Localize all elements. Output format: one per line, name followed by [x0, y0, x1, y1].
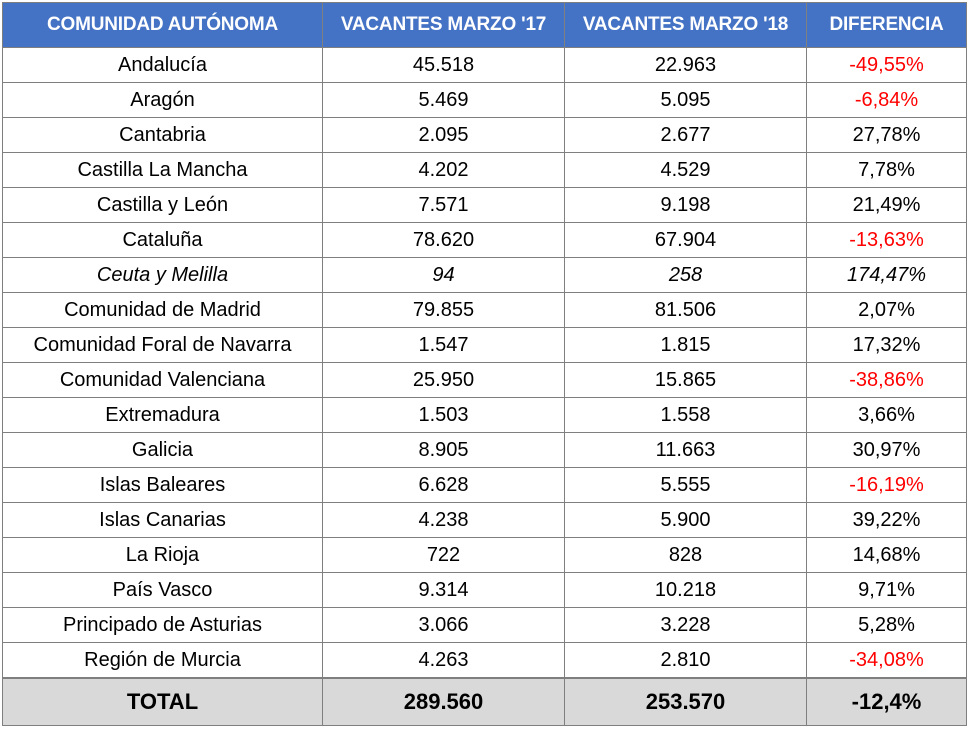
vacancies-2018-cell: 3.228 [565, 608, 807, 643]
region-cell: Castilla y León [3, 188, 323, 223]
vacancies-2017-cell: 7.571 [323, 188, 565, 223]
region-cell: Ceuta y Melilla [3, 258, 323, 293]
vacancies-2018-cell: 1.815 [565, 328, 807, 363]
header-vacancies-2018: VACANTES MARZO '18 [565, 3, 807, 48]
vacancies-2017-cell: 79.855 [323, 293, 565, 328]
difference-cell: 14,68% [807, 538, 967, 573]
header-difference: DIFERENCIA [807, 3, 967, 48]
vacancies-2018-cell: 2.810 [565, 643, 807, 679]
difference-cell: 17,32% [807, 328, 967, 363]
region-cell: Islas Canarias [3, 503, 323, 538]
vacancies-2017-cell: 1.547 [323, 328, 565, 363]
table-row [3, 293, 967, 328]
table-row [3, 258, 967, 293]
total-row [3, 678, 967, 726]
region-cell: Comunidad Valenciana [3, 363, 323, 398]
table-row [3, 573, 967, 608]
region-cell: Región de Murcia [3, 643, 323, 679]
vacancies-2018-cell: 5.900 [565, 503, 807, 538]
total-label: TOTAL [3, 678, 323, 726]
vacancies-table [2, 2, 967, 726]
difference-cell: 27,78% [807, 118, 967, 153]
difference-cell: 5,28% [807, 608, 967, 643]
vacancies-2018-cell: 5.095 [565, 83, 807, 118]
table-row [3, 223, 967, 258]
region-cell: Islas Baleares [3, 468, 323, 503]
table-body [3, 48, 967, 679]
region-cell: Comunidad de Madrid [3, 293, 323, 328]
vacancies-2018-cell: 9.198 [565, 188, 807, 223]
vacancies-2017-cell: 78.620 [323, 223, 565, 258]
header-vacancies-2017: VACANTES MARZO '17 [323, 3, 565, 48]
table-row [3, 188, 967, 223]
difference-cell: -13,63% [807, 223, 967, 258]
vacancies-2018-cell: 22.963 [565, 48, 807, 83]
region-cell: Andalucía [3, 48, 323, 83]
table-row [3, 538, 967, 573]
vacancies-2018-cell: 2.677 [565, 118, 807, 153]
vacancies-2017-cell: 2.095 [323, 118, 565, 153]
difference-cell: -6,84% [807, 83, 967, 118]
total-difference: -12,4% [807, 678, 967, 726]
table-row [3, 83, 967, 118]
vacancies-2017-cell: 5.469 [323, 83, 565, 118]
region-cell: Principado de Asturias [3, 608, 323, 643]
difference-cell: -49,55% [807, 48, 967, 83]
vacancies-2017-cell: 9.314 [323, 573, 565, 608]
difference-cell: -16,19% [807, 468, 967, 503]
header-row [3, 3, 967, 48]
vacancies-2018-cell: 15.865 [565, 363, 807, 398]
region-cell: La Rioja [3, 538, 323, 573]
total-vacancies-2017: 289.560 [323, 678, 565, 726]
vacancies-2018-cell: 828 [565, 538, 807, 573]
difference-cell: 39,22% [807, 503, 967, 538]
vacancies-2018-cell: 258 [565, 258, 807, 293]
vacancies-2017-cell: 4.263 [323, 643, 565, 679]
difference-cell: 2,07% [807, 293, 967, 328]
region-cell: Cantabria [3, 118, 323, 153]
vacancies-2018-cell: 4.529 [565, 153, 807, 188]
table-row [3, 468, 967, 503]
vacancies-2017-cell: 3.066 [323, 608, 565, 643]
table-row [3, 503, 967, 538]
vacancies-2017-cell: 8.905 [323, 433, 565, 468]
table-row [3, 433, 967, 468]
region-cell: País Vasco [3, 573, 323, 608]
region-cell: Comunidad Foral de Navarra [3, 328, 323, 363]
vacancies-2018-cell: 1.558 [565, 398, 807, 433]
difference-cell: 3,66% [807, 398, 967, 433]
total-vacancies-2018: 253.570 [565, 678, 807, 726]
vacancies-2017-cell: 6.628 [323, 468, 565, 503]
difference-cell: 30,97% [807, 433, 967, 468]
region-cell: Galicia [3, 433, 323, 468]
vacancies-2017-cell: 1.503 [323, 398, 565, 433]
table-row [3, 48, 967, 83]
region-cell: Cataluña [3, 223, 323, 258]
table-row [3, 328, 967, 363]
vacancies-2017-cell: 94 [323, 258, 565, 293]
vacancies-2017-cell: 722 [323, 538, 565, 573]
difference-cell: 21,49% [807, 188, 967, 223]
difference-cell: -38,86% [807, 363, 967, 398]
vacancies-2017-cell: 25.950 [323, 363, 565, 398]
region-cell: Aragón [3, 83, 323, 118]
difference-cell: -34,08% [807, 643, 967, 679]
difference-cell: 7,78% [807, 153, 967, 188]
table-row [3, 363, 967, 398]
vacancies-2018-cell: 11.663 [565, 433, 807, 468]
header-region: COMUNIDAD AUTÓNOMA [3, 3, 323, 48]
vacancies-2018-cell: 10.218 [565, 573, 807, 608]
vacancies-2017-cell: 45.518 [323, 48, 565, 83]
table-row [3, 118, 967, 153]
vacancies-2018-cell: 81.506 [565, 293, 807, 328]
vacancies-2018-cell: 5.555 [565, 468, 807, 503]
vacancies-2017-cell: 4.202 [323, 153, 565, 188]
table-row [3, 153, 967, 188]
difference-cell: 174,47% [807, 258, 967, 293]
table-row [3, 643, 967, 679]
table-row [3, 398, 967, 433]
difference-cell: 9,71% [807, 573, 967, 608]
vacancies-2017-cell: 4.238 [323, 503, 565, 538]
table-row [3, 608, 967, 643]
region-cell: Extremadura [3, 398, 323, 433]
region-cell: Castilla La Mancha [3, 153, 323, 188]
vacancies-2018-cell: 67.904 [565, 223, 807, 258]
